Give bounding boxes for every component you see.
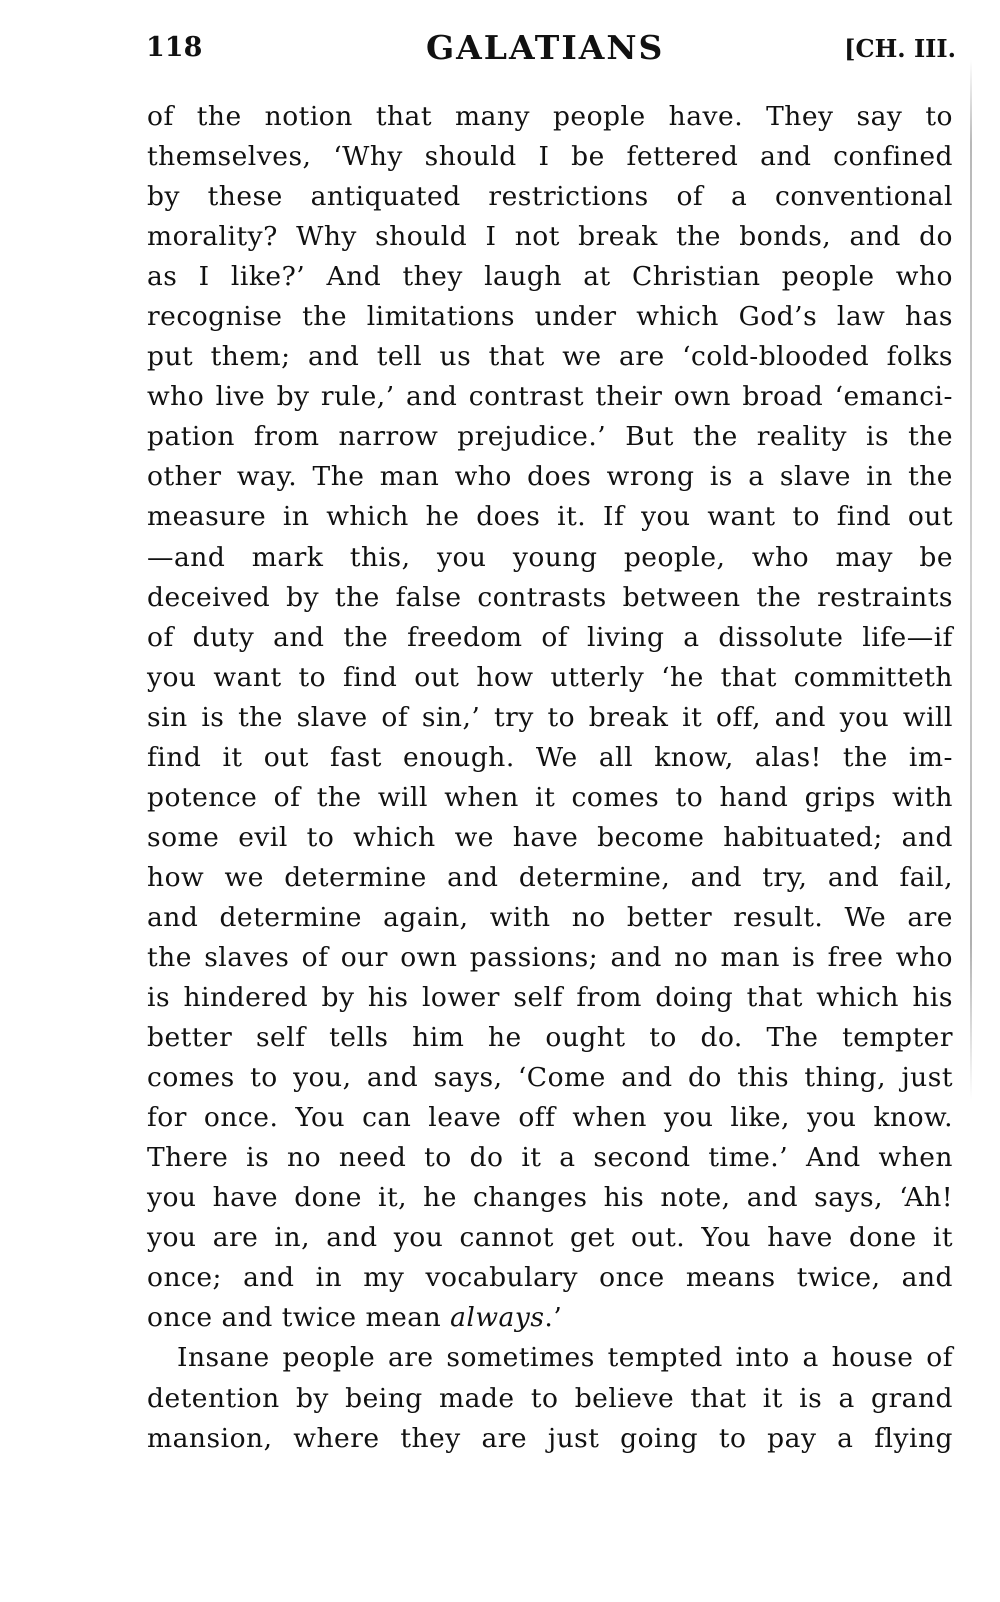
text-line: deceived by the false contrasts between the restraints [147,581,953,613]
text-line: morality? Why should I not break the bonds, and do [147,221,953,253]
text-line: some evil to which we have become habituated; and [147,821,953,853]
text-line: for once. You can leave off when you like, you know. [147,1102,953,1134]
text-line: the slaves of our own passions; and no man is free who [147,941,953,973]
text-line: of the notion that many people have. They say to [147,101,953,132]
text-line: you want to find out how utterly ‘he that committeth [147,661,953,693]
text-line: of duty and the freedom of living a dissolute life—if [147,621,953,653]
text-line: you have done it, he changes his note, and says, ‘Ah! [147,1182,953,1214]
text-line: put them; and tell us that we are ‘cold-blooded folks [147,341,953,373]
text-line: measure in which he does it. If you want to find out [147,501,953,533]
text-line: themselves, ‘Why should I be fettered and confined [147,141,953,173]
paragraph-1 [147,97,953,1338]
emphasized-word: always [450,1302,545,1334]
text-line: mansion, where they are just going to pay a flying [147,1422,953,1454]
chapter-reference: [CH. III. [844,34,956,63]
text-line: how we determine and determine, and try, and fail, [147,861,953,893]
text-line: once; and in my vocabulary once means twice, and [147,1262,953,1294]
text-line: as I like?’ And they laugh at Christian people who [147,261,953,293]
running-title: GALATIANS [426,28,665,67]
paragraph-2 [147,1338,953,1458]
text-line: —and mark this, you young people, who may be [147,541,953,573]
text-line: There is no need to do it a second time.’ And when [147,1142,953,1174]
page-number: 118 [146,32,203,63]
body-text [147,97,953,1459]
text-line: you are in, and you cannot get out. You have done it [147,1222,953,1254]
text-line: detention by being made to believe that it is a grand [147,1382,953,1414]
text-line: comes to you, and says, ‘Come and do this thing, just [147,1062,953,1094]
text-line: pation from narrow prejudice.’ But the reality is the [147,421,953,453]
text-fragment: once and twice mean [147,1302,451,1334]
text-line: is hindered by his lower self from doing that which his [147,982,953,1014]
text-line: by these antiquated restrictions of a conventional [147,181,953,213]
text-line: other way. The man who does wrong is a slave in the [147,461,953,493]
text-line: recognise the limitations under which God’s law has [147,301,953,333]
text-line: better self tells him he ought to do. The tempter [147,1022,953,1054]
text-line: and determine again, with no better result. We are [147,901,953,933]
page-edge-shadow [970,60,972,1100]
text-line: who live by rule,’ and contrast their own broad ‘emanci- [147,381,953,413]
text-line-last [147,1298,953,1338]
running-header [146,28,956,74]
text-line: Insane people are sometimes tempted into a house of [177,1342,953,1374]
text-line: sin is the slave of sin,’ try to break it off, and you will [147,701,953,733]
text-line: potence of the will when it comes to hand grips with [147,781,953,813]
text-fragment: .’ [544,1302,563,1334]
text-line: find it out fast enough. We all know, alas! the im- [147,741,953,773]
